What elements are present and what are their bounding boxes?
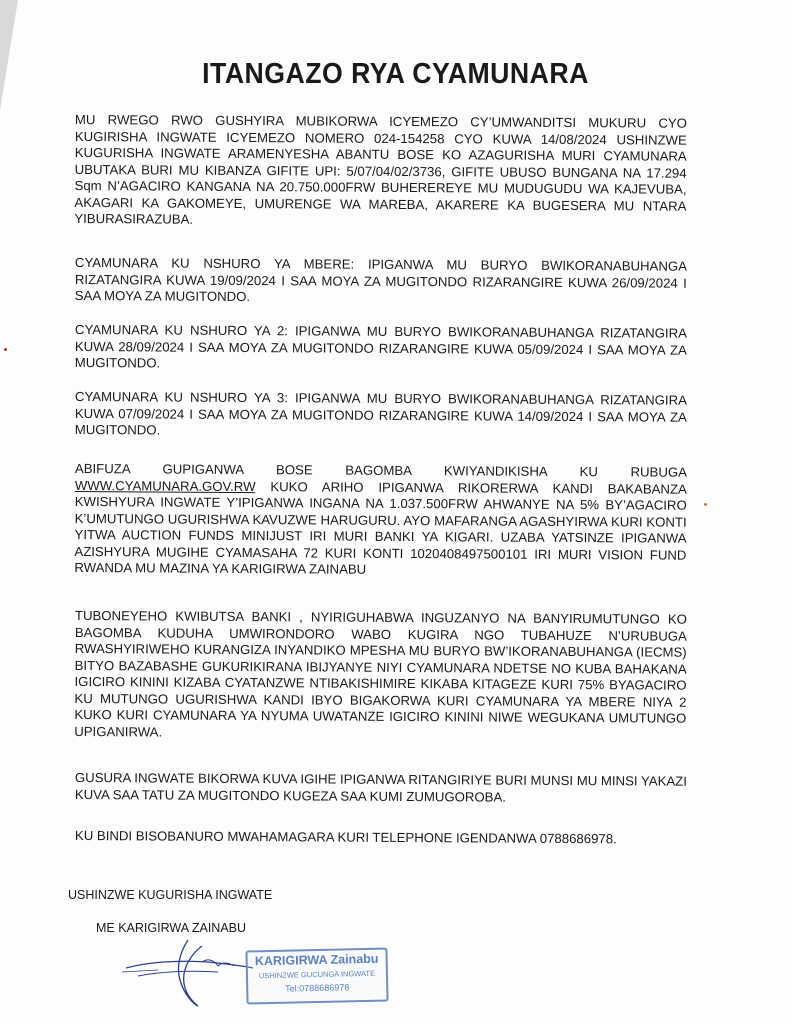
paragraph-first-round: CYAMUNARA KU NSHURO YA MBERE: IPIGANWA MU BURYO BWIKORANABUHANGA RIZATANGIRA KUWA 19/09/2024 I SAA MOYA ZA MUGITONDO RIZARANGIRE KUWA 26/09/2024 I SAA MOYA ZA MUGITONDO. bbox=[74, 255, 687, 305]
paragraph-auction-notice: MU RWEGO RWO GUSHYIRA MUBIKORWA ICYEMEZO CY’UMWANDITSI MUKURU CYO KUGIRISHA INGWATE ICYEMEZO NOMERO 024-154258 CYO KUWA 14/08/2024 USHINZWE KUGURISHA INGWATE ARAMENYESHA ABANTU BOSE KO AZAGURISHA MURI CYAMUNARA UBUTAKA BURI MU KIBANZA GIFITE UPI: 5/07/04/02/3736, GIFITE UBUSO BUNGANA NA 17.294 Sqm N’AGACIRO KANGANA NA 20.750.000FRW BUHEREREYE MU MUDUGUDU WA KAJEVUBA, AKAGARI KA GAKOMEYE, UMURENGE WA MAREBA, AKARERE KA BUGESERA MU NTARA YIBURASIRAZUBA. bbox=[74, 112, 687, 227]
stamp-role: USHINZWE GUCUNGA INGWATE bbox=[258, 968, 376, 981]
handwritten-signature bbox=[118, 932, 258, 1012]
scan-corner-shadow bbox=[0, 0, 18, 110]
scan-speck bbox=[704, 503, 707, 506]
scan-speck bbox=[4, 348, 7, 351]
signatory-name: ME KARIGIRWA ZAINABU bbox=[96, 921, 247, 935]
stamp-phone: Tel:0788686978 bbox=[285, 982, 350, 994]
paragraph-registration bbox=[74, 461, 687, 580]
signatory-role: USHINZWE KUGURISHA INGWATE bbox=[68, 888, 273, 902]
paragraph-bank-reminder: TUBONEYEHO KWIBUTSA BANKI , NYIRIGUHABWA INGUZANYO NA BANYIRUMUTUNGO KO BAGOMBA KUDUHA UMWIRONDORO WABO KUGIRA NGO TUBAHUZE N’URUBUGA RWASHYIRIWEHO KURANGIZA INYANDIKO MPESHA MU BURYO BW’IKORANABUHANGA (IECMS) BITYO BAZABASHE GUKURIKIRANA IBIJYANYE NIYI CYAMUNARA NDETSE NO KUBA BAHAKANA IGICIRO KININI KIZABA CYATANZWE NTIBAKISHIMIRE KIKABA KITAGEZE KURI 75% BYAGACIRO KU MUTUNGO UGURISHWA KANDI IBYO BIGAKORWA KURI CYAMUNARA YA MBERE NIYA 2 KUKO KURI CYAMUNARA YA NYUMA UWATANZE IGICIRO KININI NIWE WEGUKANA UMUTUNGO UPIGANIRWA. bbox=[74, 608, 687, 740]
registration-text-start: ABIFUZA GUPIGANWA BOSE BAGOMBA KWIYANDIKISHA KU RUBUGA bbox=[74, 461, 687, 480]
registration-text-rest: KUKO ARIHO IPIGANWA RIKORERWA KANDI BAKABANZA KWISHYURA INGWATE Y’IPIGANWA INGANA NA 1.037.500FRW AHWANYE NA 5% BY’AGACIRO K’UMUTUNGO UGURISHWA KAVUZWE HARUGURU. AYO MAFARANGA AGASHYIRWA KURI KONTI YITWA AUCTION FUNDS MINIJUST IRI MURI BANKI YA KIGARI. UZABA YATSINZE IPIGANWA AZISHYURA MUGIHE CYAMASAHA 72 KURI KONTI 1020408497500101 IRI MURI VISION FUND RWANDA MU MAZINA YA KARIGIRWA ZAINABU bbox=[74, 478, 687, 577]
paragraph-second-round: CYAMUNARA KU NSHURO YA 2: IPIGANWA MU BURYO BWIKORANABUHANGA RIZATANGIRA KUWA 28/09/2024 I SAA MOYA ZA MUGITONDO RIZARANGIRE KUWA 05/09/2024 I SAA MOYA ZA MUGITONDO. bbox=[74, 322, 687, 371]
official-stamp bbox=[245, 948, 388, 1005]
paragraph-contact: KU BINDI BISOBANURO MWAHAMAGARA KURI TELEPHONE IGENDANWA 0788686978. bbox=[74, 828, 617, 847]
paragraph-third-round: CYAMUNARA KU NSHURO YA 3: IPIGANWA MU BURYO BWIKORANABUHANGA RIZATANGIRA KUWA 07/09/2024 I SAA MOYA ZA MUGITONDO RIZARANGIRE KUWA 14/09/2024 I SAA MOYA ZA MUGITONDO. bbox=[74, 389, 687, 438]
paragraph-visiting-hours: GUSURA INGWATE BIKORWA KUVA IGIHE IPIGANWA RITANGIRIYE BURI MUNSI MU MINSI YAKAZI KUVA SAA TATU ZA MUGITONDO KUGEZA SAA KUMI ZUMUGOROBA. bbox=[74, 770, 687, 805]
document-title: ITANGAZO RYA CYAMUNARA bbox=[202, 58, 589, 90]
stamp-name: KARIGIRWA Zainabu bbox=[254, 951, 379, 969]
auction-website-link[interactable]: WWW.CYAMUNARA.GOV.RW bbox=[74, 477, 256, 494]
